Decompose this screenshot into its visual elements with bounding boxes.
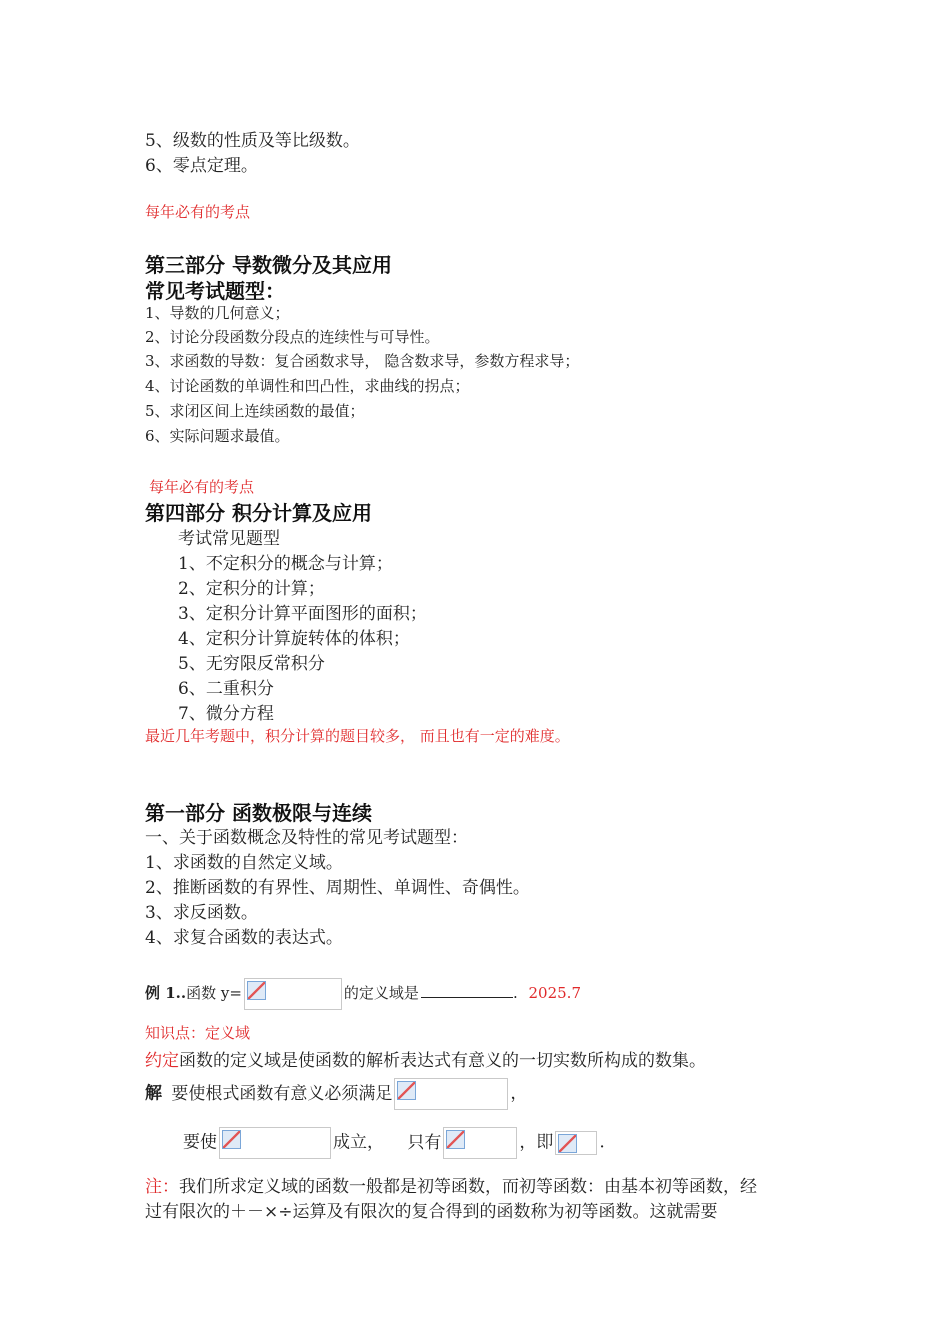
example-label: 例 1..: [145, 984, 187, 1002]
list-item: 2、讨论分段函数分段点的连续性与可导性。: [145, 328, 440, 346]
list-item: 6、实际问题求最值。: [145, 427, 290, 445]
solution-comma: ，: [510, 1083, 528, 1104]
broken-image-icon: [446, 1130, 465, 1149]
list-item: 5、级数的性质及等比级数。: [145, 131, 360, 151]
remark: 最近几年考题中，积分计算的题目较多， 而且也有一定的难度。: [145, 727, 570, 745]
section-subtitle: 常见考试题型：: [145, 279, 285, 303]
list-item: 1、不定积分的概念与计算；: [178, 554, 393, 574]
example-end: .: [512, 984, 518, 1002]
note-line-1: [145, 1172, 757, 1197]
formula-image: [244, 978, 342, 1010]
list-item: 4、求复合函数的表达式。: [145, 928, 343, 948]
list-item: 6、二重积分: [178, 679, 274, 699]
solution-text: 要使根式函数有意义必须满足: [171, 1083, 393, 1104]
formula-image: [555, 1131, 597, 1155]
broken-image-icon: [247, 981, 266, 1000]
broken-image-icon: [558, 1134, 577, 1153]
agreement-label: 约定: [145, 1051, 179, 1071]
list-item: 6、零点定理。: [145, 156, 258, 176]
text: 成立，: [333, 1132, 384, 1153]
list-item: 4、讨论函数的单调性和凹凸性，求曲线的拐点；: [145, 377, 470, 395]
example-suffix: 的定义域是: [343, 984, 419, 1002]
list-item: 5、无穷限反常积分: [178, 654, 325, 674]
list-item: 7、微分方程: [178, 704, 274, 724]
text: 只有: [407, 1132, 442, 1153]
text: 要使: [183, 1132, 217, 1153]
section-title-part1: 第一部分 函数极限与连续: [145, 801, 372, 825]
solution-line-2: [183, 1127, 605, 1159]
list-item: 3、求函数的导数：复合函数求导， 隐含数求导，参数方程求导；: [145, 352, 580, 370]
note-label: 注：: [145, 1177, 179, 1197]
list-item: 4、定积分计算旋转体的体积；: [178, 629, 410, 649]
note-label: 每年必有的考点: [145, 203, 251, 221]
section-title-part4: 第四部分 积分计算及应用: [145, 501, 372, 525]
note-text: 我们所求定义域的函数一般都是初等函数，而初等函数：由基本初等函数，经: [179, 1177, 757, 1197]
year-tag: 2025.7: [528, 984, 581, 1002]
section-intro: 一、关于函数概念及特性的常见考试题型：: [145, 828, 468, 848]
agreement: [145, 1046, 706, 1071]
list-item: 1、导数的几何意义；: [145, 304, 290, 322]
broken-image-icon: [222, 1130, 241, 1149]
section-subtitle: 考试常见题型: [178, 529, 280, 549]
list-item: 2、定积分的计算；: [178, 579, 325, 599]
note-label: 每年必有的考点: [149, 478, 255, 496]
formula-image: [394, 1078, 508, 1110]
formula-image: [443, 1127, 517, 1159]
solution-label: 解: [145, 1083, 162, 1104]
section-title-part3: 第三部分 导数微分及其应用: [145, 253, 392, 277]
broken-image-icon: [397, 1081, 416, 1100]
answer-blank: [421, 983, 513, 998]
text: .: [599, 1132, 605, 1153]
example-line: [145, 978, 581, 1010]
formula-image: [219, 1127, 331, 1159]
knowledge-point: 知识点：定义域: [145, 1024, 251, 1042]
list-item: 1、求函数的自然定义域。: [145, 853, 343, 873]
example-prefix: 函数 y=: [186, 984, 242, 1002]
list-item: 3、定积分计算平面图形的面积；: [178, 604, 427, 624]
list-item: 3、求反函数。: [145, 903, 258, 923]
note-line-2: 过有限次的＋－×÷运算及有限次的复合得到的函数称为初等函数。这就需要: [145, 1202, 718, 1222]
list-item: 5、求闭区间上连续函数的最值；: [145, 402, 365, 420]
agreement-text: 函数的定义域是使函数的解析表达式有意义的一切实数所构成的数集。: [179, 1051, 706, 1071]
list-item: 2、推断函数的有界性、周期性、单调性、奇偶性。: [145, 878, 530, 898]
text: ，即: [519, 1132, 554, 1153]
solution-line: [145, 1078, 527, 1110]
